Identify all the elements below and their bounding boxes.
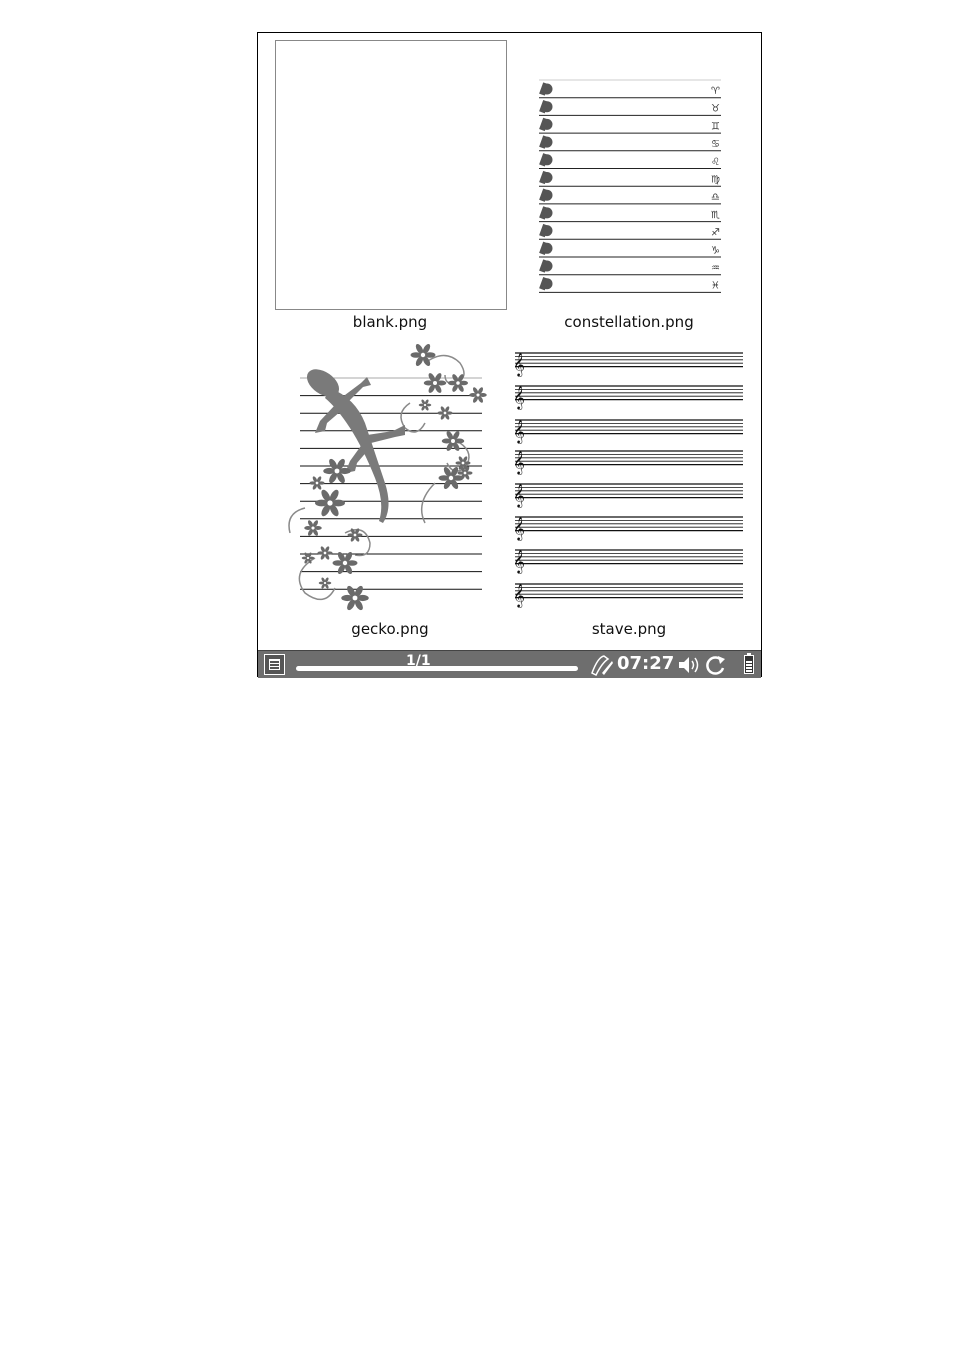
zodiac-figure-icon: [539, 118, 552, 131]
page-indicator: 1/1: [406, 653, 431, 669]
zodiac-figure-icon: [539, 135, 552, 148]
zodiac-figure-icon: [539, 277, 552, 290]
zodiac-figure-icon: [539, 206, 552, 219]
menu-icon[interactable]: [264, 654, 285, 675]
zodiac-figure-icon: [539, 153, 552, 166]
zodiac-symbol: ♒: [711, 263, 720, 274]
flower-icon: [419, 399, 432, 411]
gecko-silhouette: [302, 364, 405, 523]
pen-icon[interactable]: [588, 653, 614, 677]
zodiac-figure-icon: [539, 82, 552, 95]
treble-clef-icon: 𝄞: [513, 516, 525, 540]
thumbnail-caption: blank.png: [352, 313, 428, 331]
thumbnail-constellation[interactable]: [509, 40, 754, 335]
zodiac-figure-icon: [539, 224, 552, 237]
zodiac-symbol: ♌: [711, 156, 720, 168]
zodiac-figure-icon: [539, 100, 552, 113]
zodiac-symbol: ♐: [711, 227, 720, 239]
thumbnail-gecko[interactable]: [275, 343, 507, 638]
gecko-page-preview: [275, 343, 507, 615]
zodiac-symbol: ♓: [711, 280, 720, 292]
treble-clef-icon: 𝄞: [513, 419, 525, 443]
treble-clef-icon: 𝄞: [513, 352, 525, 376]
flower-icon: [411, 343, 436, 367]
flower-icon: [319, 577, 332, 589]
constellation-page-preview: [509, 40, 754, 310]
status-bar: [258, 650, 761, 678]
zodiac-symbol: ♈: [711, 86, 720, 97]
zodiac-symbol: ♑: [711, 245, 720, 257]
blank-page-preview: [275, 40, 507, 310]
treble-clef-icon: 𝄞: [513, 483, 525, 507]
thumbnail-blank[interactable]: [275, 40, 507, 335]
flower-icon: [310, 476, 325, 491]
stave-page-preview: [513, 343, 753, 615]
zodiac-figure-icon: [539, 189, 552, 202]
rotate-icon[interactable]: [704, 653, 728, 677]
flower-icon: [318, 546, 333, 561]
zodiac-figure-icon: [539, 242, 552, 255]
speaker-icon[interactable]: [676, 654, 702, 676]
zodiac-figure-icon: [539, 259, 552, 272]
zodiac-symbol: ♏: [711, 209, 720, 221]
flower-icon: [448, 373, 468, 393]
thumbnail-stave[interactable]: [513, 343, 753, 638]
flower-icon: [341, 585, 369, 612]
thumbnail-caption: gecko.png: [351, 620, 429, 638]
zodiac-symbol: ♎: [711, 192, 720, 204]
flower-icon: [438, 406, 453, 421]
treble-clef-icon: 𝄞: [513, 450, 525, 474]
flower-icon: [304, 519, 322, 536]
flower-icon: [315, 488, 345, 517]
zodiac-figure-icon: [539, 171, 552, 184]
flower-icon: [323, 458, 351, 485]
thumbnail-caption: stave.png: [591, 620, 667, 638]
treble-clef-icon: 𝄞: [513, 385, 525, 409]
flower-icon: [424, 372, 447, 394]
page-progress-bar[interactable]: [296, 666, 578, 671]
flower-icon: [469, 386, 487, 403]
treble-clef-icon: 𝄞: [513, 583, 525, 607]
clock: 07:27: [617, 653, 675, 674]
thumbnail-caption: constellation.png: [564, 313, 694, 331]
treble-clef-icon: 𝄞: [513, 549, 525, 573]
zodiac-symbol: ♍: [711, 174, 720, 186]
zodiac-symbol: ♋: [711, 139, 720, 151]
battery-icon: [744, 655, 754, 674]
zodiac-symbol: ♊: [711, 121, 720, 133]
zodiac-symbol: ♉: [711, 103, 720, 115]
ereader-screen: [257, 32, 762, 677]
